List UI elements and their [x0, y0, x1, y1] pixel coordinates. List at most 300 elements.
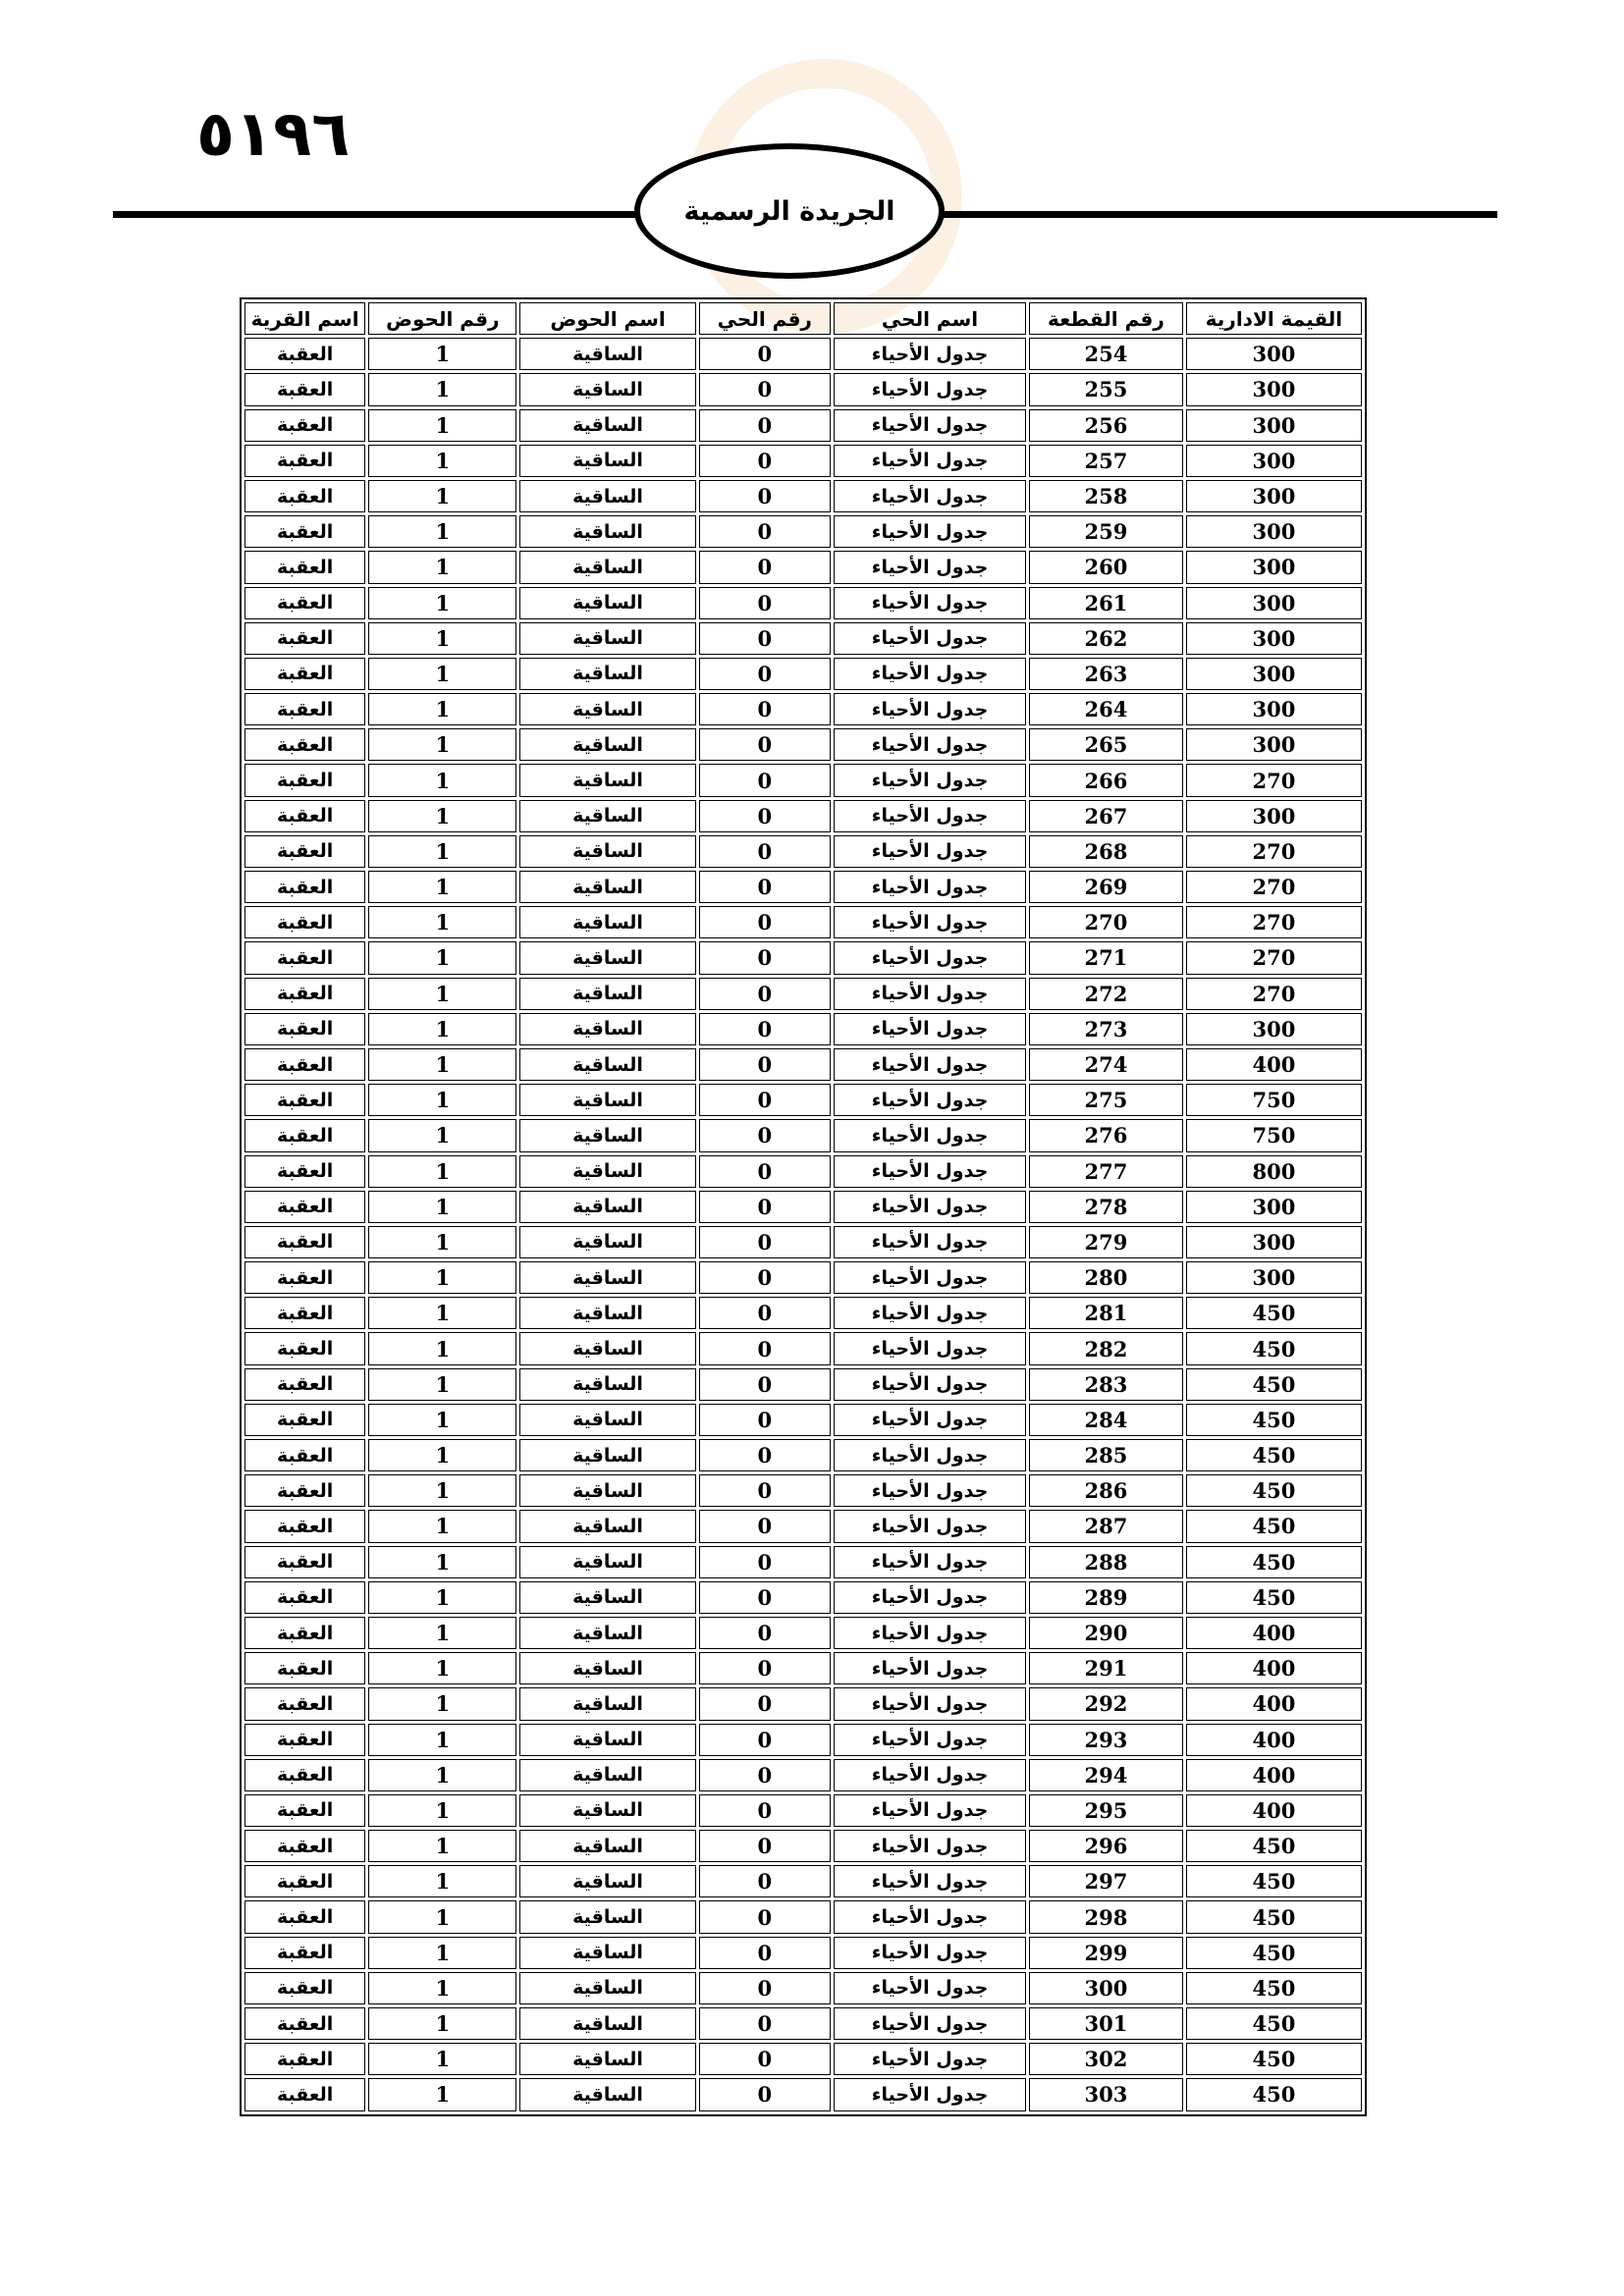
- cell-district-name: جدول الأحياء: [834, 2043, 1026, 2075]
- table-row: [244, 551, 1362, 583]
- cell-basin-name: الساقية: [519, 587, 695, 619]
- cell-parcel-number: 297: [1029, 1865, 1183, 1897]
- cell-district-name: جدول الأحياء: [834, 1724, 1026, 1756]
- cell-basin-name: الساقية: [519, 1510, 695, 1542]
- cell-district-number: 0: [699, 1332, 831, 1364]
- cell-basin-number: 1: [368, 1368, 516, 1401]
- cell-admin-value: 450: [1186, 1937, 1362, 1969]
- cell-village-name: العقبة: [244, 800, 365, 832]
- cell-basin-number: 1: [368, 1546, 516, 1578]
- cell-district-number: 0: [699, 1084, 831, 1116]
- cell-basin-name: الساقية: [519, 2007, 695, 2040]
- cell-district-name: جدول الأحياء: [834, 941, 1026, 974]
- cell-district-number: 0: [699, 1972, 831, 2004]
- cell-village-name: العقبة: [244, 1972, 365, 2004]
- cell-admin-value: 400: [1186, 1794, 1362, 1827]
- cell-district-name: جدول الأحياء: [834, 800, 1026, 832]
- cell-village-name: العقبة: [244, 1724, 365, 1756]
- cell-district-name: جدول الأحياء: [834, 1687, 1026, 1720]
- cell-admin-value: 450: [1186, 1510, 1362, 1542]
- cell-district-name: جدول الأحياء: [834, 1119, 1026, 1151]
- cell-district-name: جدول الأحياء: [834, 1439, 1026, 1471]
- cell-district-number: 0: [699, 1368, 831, 1401]
- cell-village-name: العقبة: [244, 728, 365, 761]
- cell-parcel-number: 265: [1029, 728, 1183, 761]
- cell-district-number: 0: [699, 693, 831, 725]
- cell-parcel-number: 278: [1029, 1191, 1183, 1223]
- cell-district-name: جدول الأحياء: [834, 1048, 1026, 1081]
- cell-basin-name: الساقية: [519, 1474, 695, 1507]
- cell-admin-value: 300: [1186, 1261, 1362, 1294]
- cell-parcel-number: 261: [1029, 587, 1183, 619]
- table-row: [244, 1297, 1362, 1329]
- cell-district-number: 0: [699, 1794, 831, 1827]
- cell-basin-name: الساقية: [519, 1687, 695, 1720]
- cell-district-name: جدول الأحياء: [834, 1900, 1026, 1933]
- cell-admin-value: 450: [1186, 1972, 1362, 2004]
- cell-district-name: جدول الأحياء: [834, 445, 1026, 477]
- cell-district-number: 0: [699, 622, 831, 655]
- cell-parcel-number: 296: [1029, 1830, 1183, 1862]
- cell-parcel-number: 286: [1029, 1474, 1183, 1507]
- cell-basin-number: 1: [368, 1332, 516, 1364]
- table-row: [244, 1546, 1362, 1578]
- cell-district-number: 0: [699, 1617, 831, 1649]
- cell-village-name: العقبة: [244, 587, 365, 619]
- cell-village-name: العقبة: [244, 1439, 365, 1471]
- cell-admin-value: 450: [1186, 1368, 1362, 1401]
- table-row: [244, 1439, 1362, 1471]
- cell-basin-number: 1: [368, 409, 516, 442]
- cell-village-name: العقبة: [244, 338, 365, 370]
- cell-district-name: جدول الأحياء: [834, 1865, 1026, 1897]
- cell-basin-name: الساقية: [519, 1191, 695, 1223]
- cell-parcel-number: 300: [1029, 1972, 1183, 2004]
- cell-basin-name: الساقية: [519, 1865, 695, 1897]
- cell-basin-number: 1: [368, 1937, 516, 1969]
- cell-basin-name: الساقية: [519, 1155, 695, 1188]
- table-row: [244, 1368, 1362, 1401]
- cell-basin-number: 1: [368, 1084, 516, 1116]
- cell-basin-name: الساقية: [519, 1617, 695, 1649]
- header-oval: [634, 143, 945, 279]
- cell-basin-number: 1: [368, 338, 516, 370]
- cell-district-number: 0: [699, 1297, 831, 1329]
- cell-district-name: جدول الأحياء: [834, 693, 1026, 725]
- cell-admin-value: 270: [1186, 978, 1362, 1010]
- cell-basin-number: 1: [368, 1226, 516, 1258]
- cell-district-number: 0: [699, 1474, 831, 1507]
- cell-district-number: 0: [699, 1226, 831, 1258]
- table-row: [244, 871, 1362, 903]
- cell-admin-value: 450: [1186, 2007, 1362, 2040]
- cell-district-number: 0: [699, 871, 831, 903]
- table-row: [244, 409, 1362, 442]
- cell-parcel-number: 277: [1029, 1155, 1183, 1188]
- table-row: [244, 693, 1362, 725]
- cell-admin-value: 400: [1186, 1724, 1362, 1756]
- cell-basin-name: الساقية: [519, 2078, 695, 2110]
- cell-basin-number: 1: [368, 1794, 516, 1827]
- cell-village-name: العقبة: [244, 1687, 365, 1720]
- table-row: [244, 978, 1362, 1010]
- cell-village-name: العقبة: [244, 1013, 365, 1045]
- cell-village-name: العقبة: [244, 871, 365, 903]
- cell-district-number: 0: [699, 338, 831, 370]
- table-row: [244, 515, 1362, 548]
- cell-district-number: 0: [699, 728, 831, 761]
- cell-basin-number: 1: [368, 2043, 516, 2075]
- cell-village-name: العقبة: [244, 1048, 365, 1081]
- cell-district-name: جدول الأحياء: [834, 1652, 1026, 1684]
- cell-admin-value: 450: [1186, 1546, 1362, 1578]
- cell-parcel-number: 256: [1029, 409, 1183, 442]
- cell-basin-name: الساقية: [519, 1581, 695, 1614]
- cell-district-name: جدول الأحياء: [834, 1404, 1026, 1436]
- cell-village-name: العقبة: [244, 445, 365, 477]
- cell-district-name: جدول الأحياء: [834, 1581, 1026, 1614]
- cell-village-name: العقبة: [244, 1474, 365, 1507]
- cell-village-name: العقبة: [244, 1332, 365, 1364]
- cell-village-name: العقبة: [244, 1368, 365, 1401]
- cell-basin-name: الساقية: [519, 941, 695, 974]
- cell-district-number: 0: [699, 1652, 831, 1684]
- cell-admin-value: 300: [1186, 515, 1362, 548]
- cell-parcel-number: 290: [1029, 1617, 1183, 1649]
- cell-district-number: 0: [699, 835, 831, 868]
- cell-district-number: 0: [699, 1119, 831, 1151]
- table-row: [244, 1617, 1362, 1649]
- cell-district-name: جدول الأحياء: [834, 480, 1026, 512]
- column-header-basin-name: اسم الحوض: [519, 302, 695, 335]
- cell-basin-name: الساقية: [519, 622, 695, 655]
- table-row: [244, 1226, 1362, 1258]
- cell-basin-name: الساقية: [519, 1261, 695, 1294]
- cell-basin-number: 1: [368, 1617, 516, 1649]
- cell-admin-value: 270: [1186, 835, 1362, 868]
- cell-village-name: العقبة: [244, 2007, 365, 2040]
- table-row: [244, 1865, 1362, 1897]
- table-row: [244, 338, 1362, 370]
- cell-village-name: العقبة: [244, 1617, 365, 1649]
- table-row: [244, 1510, 1362, 1542]
- cell-parcel-number: 284: [1029, 1404, 1183, 1436]
- cell-district-name: جدول الأحياء: [834, 1510, 1026, 1542]
- cell-basin-name: الساقية: [519, 1972, 695, 2004]
- cell-parcel-number: 287: [1029, 1510, 1183, 1542]
- cell-parcel-number: 268: [1029, 835, 1183, 868]
- cell-district-name: جدول الأحياء: [834, 1191, 1026, 1223]
- cell-parcel-number: 302: [1029, 2043, 1183, 2075]
- cell-basin-number: 1: [368, 1581, 516, 1614]
- table-row: [244, 1404, 1362, 1436]
- cell-village-name: العقبة: [244, 1581, 365, 1614]
- cell-admin-value: 300: [1186, 800, 1362, 832]
- cell-parcel-number: 257: [1029, 445, 1183, 477]
- cell-village-name: العقبة: [244, 1155, 365, 1188]
- cell-village-name: العقبة: [244, 2078, 365, 2110]
- cell-parcel-number: 275: [1029, 1084, 1183, 1116]
- cell-district-number: 0: [699, 1013, 831, 1045]
- cell-parcel-number: 289: [1029, 1581, 1183, 1614]
- cell-admin-value: 300: [1186, 1226, 1362, 1258]
- cell-parcel-number: 276: [1029, 1119, 1183, 1151]
- cell-district-name: جدول الأحياء: [834, 1332, 1026, 1364]
- table-row: [244, 2078, 1362, 2110]
- cell-district-number: 0: [699, 2078, 831, 2110]
- cell-basin-number: 1: [368, 1297, 516, 1329]
- cell-basin-number: 1: [368, 1404, 516, 1436]
- cell-basin-name: الساقية: [519, 800, 695, 832]
- cell-district-name: جدول الأحياء: [834, 1794, 1026, 1827]
- cell-district-number: 0: [699, 2007, 831, 2040]
- cell-district-number: 0: [699, 941, 831, 974]
- cell-district-number: 0: [699, 587, 831, 619]
- cell-basin-name: الساقية: [519, 1119, 695, 1151]
- table-row: [244, 373, 1362, 405]
- cell-admin-value: 450: [1186, 1581, 1362, 1614]
- cell-basin-name: الساقية: [519, 1332, 695, 1364]
- cell-parcel-number: 271: [1029, 941, 1183, 974]
- cell-basin-number: 1: [368, 1900, 516, 1933]
- cell-district-name: جدول الأحياء: [834, 1546, 1026, 1578]
- cell-village-name: العقبة: [244, 515, 365, 548]
- cell-village-name: العقبة: [244, 978, 365, 1010]
- cell-basin-name: الساقية: [519, 1830, 695, 1862]
- table-row: [244, 941, 1362, 974]
- column-header-basin-number: رقم الحوض: [368, 302, 516, 335]
- table-row: [244, 1155, 1362, 1188]
- cell-basin-name: الساقية: [519, 1404, 695, 1436]
- table-row: [244, 1937, 1362, 1969]
- table-row: [244, 1972, 1362, 2004]
- cell-district-number: 0: [699, 1581, 831, 1614]
- cell-basin-number: 1: [368, 551, 516, 583]
- cell-basin-name: الساقية: [519, 2043, 695, 2075]
- cell-basin-name: الساقية: [519, 1794, 695, 1827]
- cell-admin-value: 300: [1186, 445, 1362, 477]
- cell-parcel-number: 254: [1029, 338, 1183, 370]
- cell-district-number: 0: [699, 1546, 831, 1578]
- cell-admin-value: 300: [1186, 373, 1362, 405]
- table-row: [244, 1013, 1362, 1045]
- cell-basin-number: 1: [368, 1155, 516, 1188]
- cell-district-name: جدول الأحياء: [834, 1474, 1026, 1507]
- cell-parcel-number: 272: [1029, 978, 1183, 1010]
- cell-parcel-number: 303: [1029, 2078, 1183, 2110]
- data-table: [240, 297, 1367, 2116]
- cell-admin-value: 400: [1186, 1652, 1362, 1684]
- cell-district-number: 0: [699, 2043, 831, 2075]
- cell-village-name: العقبة: [244, 1226, 365, 1258]
- cell-admin-value: 450: [1186, 2078, 1362, 2110]
- column-header-village-name: اسم القرية: [244, 302, 365, 335]
- cell-village-name: العقبة: [244, 1794, 365, 1827]
- cell-basin-name: الساقية: [519, 1226, 695, 1258]
- cell-district-name: جدول الأحياء: [834, 1297, 1026, 1329]
- cell-district-name: جدول الأحياء: [834, 1013, 1026, 1045]
- cell-village-name: العقبة: [244, 835, 365, 868]
- cell-basin-name: الساقية: [519, 409, 695, 442]
- cell-parcel-number: 259: [1029, 515, 1183, 548]
- cell-basin-number: 1: [368, 445, 516, 477]
- cell-admin-value: 300: [1186, 693, 1362, 725]
- table-row: [244, 658, 1362, 690]
- cell-basin-name: الساقية: [519, 1546, 695, 1578]
- cell-admin-value: 800: [1186, 1155, 1362, 1188]
- cell-village-name: العقبة: [244, 1900, 365, 1933]
- column-header-parcel-number: رقم القطعة: [1029, 302, 1183, 335]
- table-row: [244, 1474, 1362, 1507]
- cell-district-name: جدول الأحياء: [834, 2078, 1026, 2110]
- cell-parcel-number: 291: [1029, 1652, 1183, 1684]
- page-number: ٥١٩٦: [196, 98, 351, 171]
- cell-district-name: جدول الأحياء: [834, 658, 1026, 690]
- cell-parcel-number: 281: [1029, 1297, 1183, 1329]
- cell-basin-number: 1: [368, 515, 516, 548]
- table-header-row: [244, 302, 1362, 335]
- header-title: الجريدة الرسمية: [683, 195, 895, 227]
- cell-parcel-number: 301: [1029, 2007, 1183, 2040]
- cell-district-number: 0: [699, 658, 831, 690]
- cell-basin-name: الساقية: [519, 693, 695, 725]
- cell-district-name: جدول الأحياء: [834, 1261, 1026, 1294]
- table-row: [244, 1261, 1362, 1294]
- table-row: [244, 1048, 1362, 1081]
- cell-parcel-number: 269: [1029, 871, 1183, 903]
- cell-village-name: العقبة: [244, 1119, 365, 1151]
- cell-village-name: العقبة: [244, 1830, 365, 1862]
- cell-district-number: 0: [699, 1759, 831, 1791]
- cell-basin-name: الساقية: [519, 515, 695, 548]
- cell-village-name: العقبة: [244, 1084, 365, 1116]
- cell-admin-value: 400: [1186, 1687, 1362, 1720]
- cell-admin-value: 450: [1186, 1439, 1362, 1471]
- cell-village-name: العقبة: [244, 480, 365, 512]
- cell-parcel-number: 280: [1029, 1261, 1183, 1294]
- cell-admin-value: 300: [1186, 409, 1362, 442]
- cell-district-name: جدول الأحياء: [834, 978, 1026, 1010]
- cell-district-number: 0: [699, 409, 831, 442]
- column-header-district-name: اسم الحي: [834, 302, 1026, 335]
- table-row: [244, 835, 1362, 868]
- cell-village-name: العقبة: [244, 764, 365, 796]
- cell-basin-number: 1: [368, 480, 516, 512]
- cell-village-name: العقبة: [244, 1759, 365, 1791]
- cell-district-number: 0: [699, 1155, 831, 1188]
- cell-parcel-number: 270: [1029, 906, 1183, 938]
- table-row: [244, 1652, 1362, 1684]
- cell-basin-number: 1: [368, 587, 516, 619]
- cell-basin-number: 1: [368, 728, 516, 761]
- column-header-admin-value: القيمة الادارية: [1186, 302, 1362, 335]
- cell-parcel-number: 274: [1029, 1048, 1183, 1081]
- cell-village-name: العقبة: [244, 373, 365, 405]
- cell-basin-name: الساقية: [519, 373, 695, 405]
- cell-parcel-number: 283: [1029, 1368, 1183, 1401]
- table-row: [244, 1759, 1362, 1791]
- cell-admin-value: 750: [1186, 1084, 1362, 1116]
- cell-district-name: جدول الأحياء: [834, 338, 1026, 370]
- table-row: [244, 1332, 1362, 1364]
- cell-basin-name: الساقية: [519, 1013, 695, 1045]
- cell-district-name: جدول الأحياء: [834, 1226, 1026, 1258]
- cell-admin-value: 300: [1186, 551, 1362, 583]
- cell-admin-value: 450: [1186, 1830, 1362, 1862]
- table-row: [244, 480, 1362, 512]
- table-row: [244, 1830, 1362, 1862]
- cell-basin-number: 1: [368, 2007, 516, 2040]
- cell-basin-name: الساقية: [519, 1439, 695, 1471]
- cell-basin-number: 1: [368, 1191, 516, 1223]
- table-row: [244, 1724, 1362, 1756]
- cell-admin-value: 300: [1186, 480, 1362, 512]
- cell-basin-number: 1: [368, 1687, 516, 1720]
- cell-district-number: 0: [699, 480, 831, 512]
- cell-admin-value: 450: [1186, 1900, 1362, 1933]
- table-row: [244, 587, 1362, 619]
- cell-basin-name: الساقية: [519, 1937, 695, 1969]
- cell-district-number: 0: [699, 1404, 831, 1436]
- cell-parcel-number: 295: [1029, 1794, 1183, 1827]
- cell-basin-number: 1: [368, 693, 516, 725]
- table-body: [244, 338, 1362, 2110]
- cell-basin-number: 1: [368, 978, 516, 1010]
- cell-basin-number: 1: [368, 658, 516, 690]
- cell-district-name: جدول الأحياء: [834, 1759, 1026, 1791]
- cell-village-name: العقبة: [244, 551, 365, 583]
- cell-basin-name: الساقية: [519, 1084, 695, 1116]
- cell-district-number: 0: [699, 1191, 831, 1223]
- cell-basin-number: 1: [368, 622, 516, 655]
- cell-village-name: العقبة: [244, 2043, 365, 2075]
- table-row: [244, 445, 1362, 477]
- cell-parcel-number: 299: [1029, 1937, 1183, 1969]
- cell-district-name: جدول الأحياء: [834, 1972, 1026, 2004]
- cell-basin-name: الساقية: [519, 338, 695, 370]
- cell-admin-value: 450: [1186, 1297, 1362, 1329]
- cell-village-name: العقبة: [244, 1652, 365, 1684]
- cell-basin-name: الساقية: [519, 1652, 695, 1684]
- cell-district-number: 0: [699, 445, 831, 477]
- cell-basin-number: 1: [368, 1865, 516, 1897]
- cell-parcel-number: 262: [1029, 622, 1183, 655]
- cell-admin-value: 450: [1186, 1332, 1362, 1364]
- cell-village-name: العقبة: [244, 1937, 365, 1969]
- cell-basin-number: 1: [368, 373, 516, 405]
- cell-basin-name: الساقية: [519, 1297, 695, 1329]
- cell-basin-number: 1: [368, 906, 516, 938]
- cell-district-name: جدول الأحياء: [834, 728, 1026, 761]
- cell-district-number: 0: [699, 1724, 831, 1756]
- table-row: [244, 1119, 1362, 1151]
- cell-basin-name: الساقية: [519, 764, 695, 796]
- table-row: [244, 622, 1362, 655]
- cell-admin-value: 400: [1186, 1617, 1362, 1649]
- column-header-district-number: رقم الحي: [699, 302, 831, 335]
- cell-village-name: العقبة: [244, 1510, 365, 1542]
- table-container: [240, 297, 1367, 2116]
- cell-basin-name: الساقية: [519, 978, 695, 1010]
- cell-basin-name: الساقية: [519, 835, 695, 868]
- table-row: [244, 1687, 1362, 1720]
- cell-admin-value: 750: [1186, 1119, 1362, 1151]
- cell-admin-value: 400: [1186, 1048, 1362, 1081]
- table-row: [244, 1794, 1362, 1827]
- cell-district-name: جدول الأحياء: [834, 373, 1026, 405]
- cell-parcel-number: 293: [1029, 1724, 1183, 1756]
- cell-basin-name: الساقية: [519, 906, 695, 938]
